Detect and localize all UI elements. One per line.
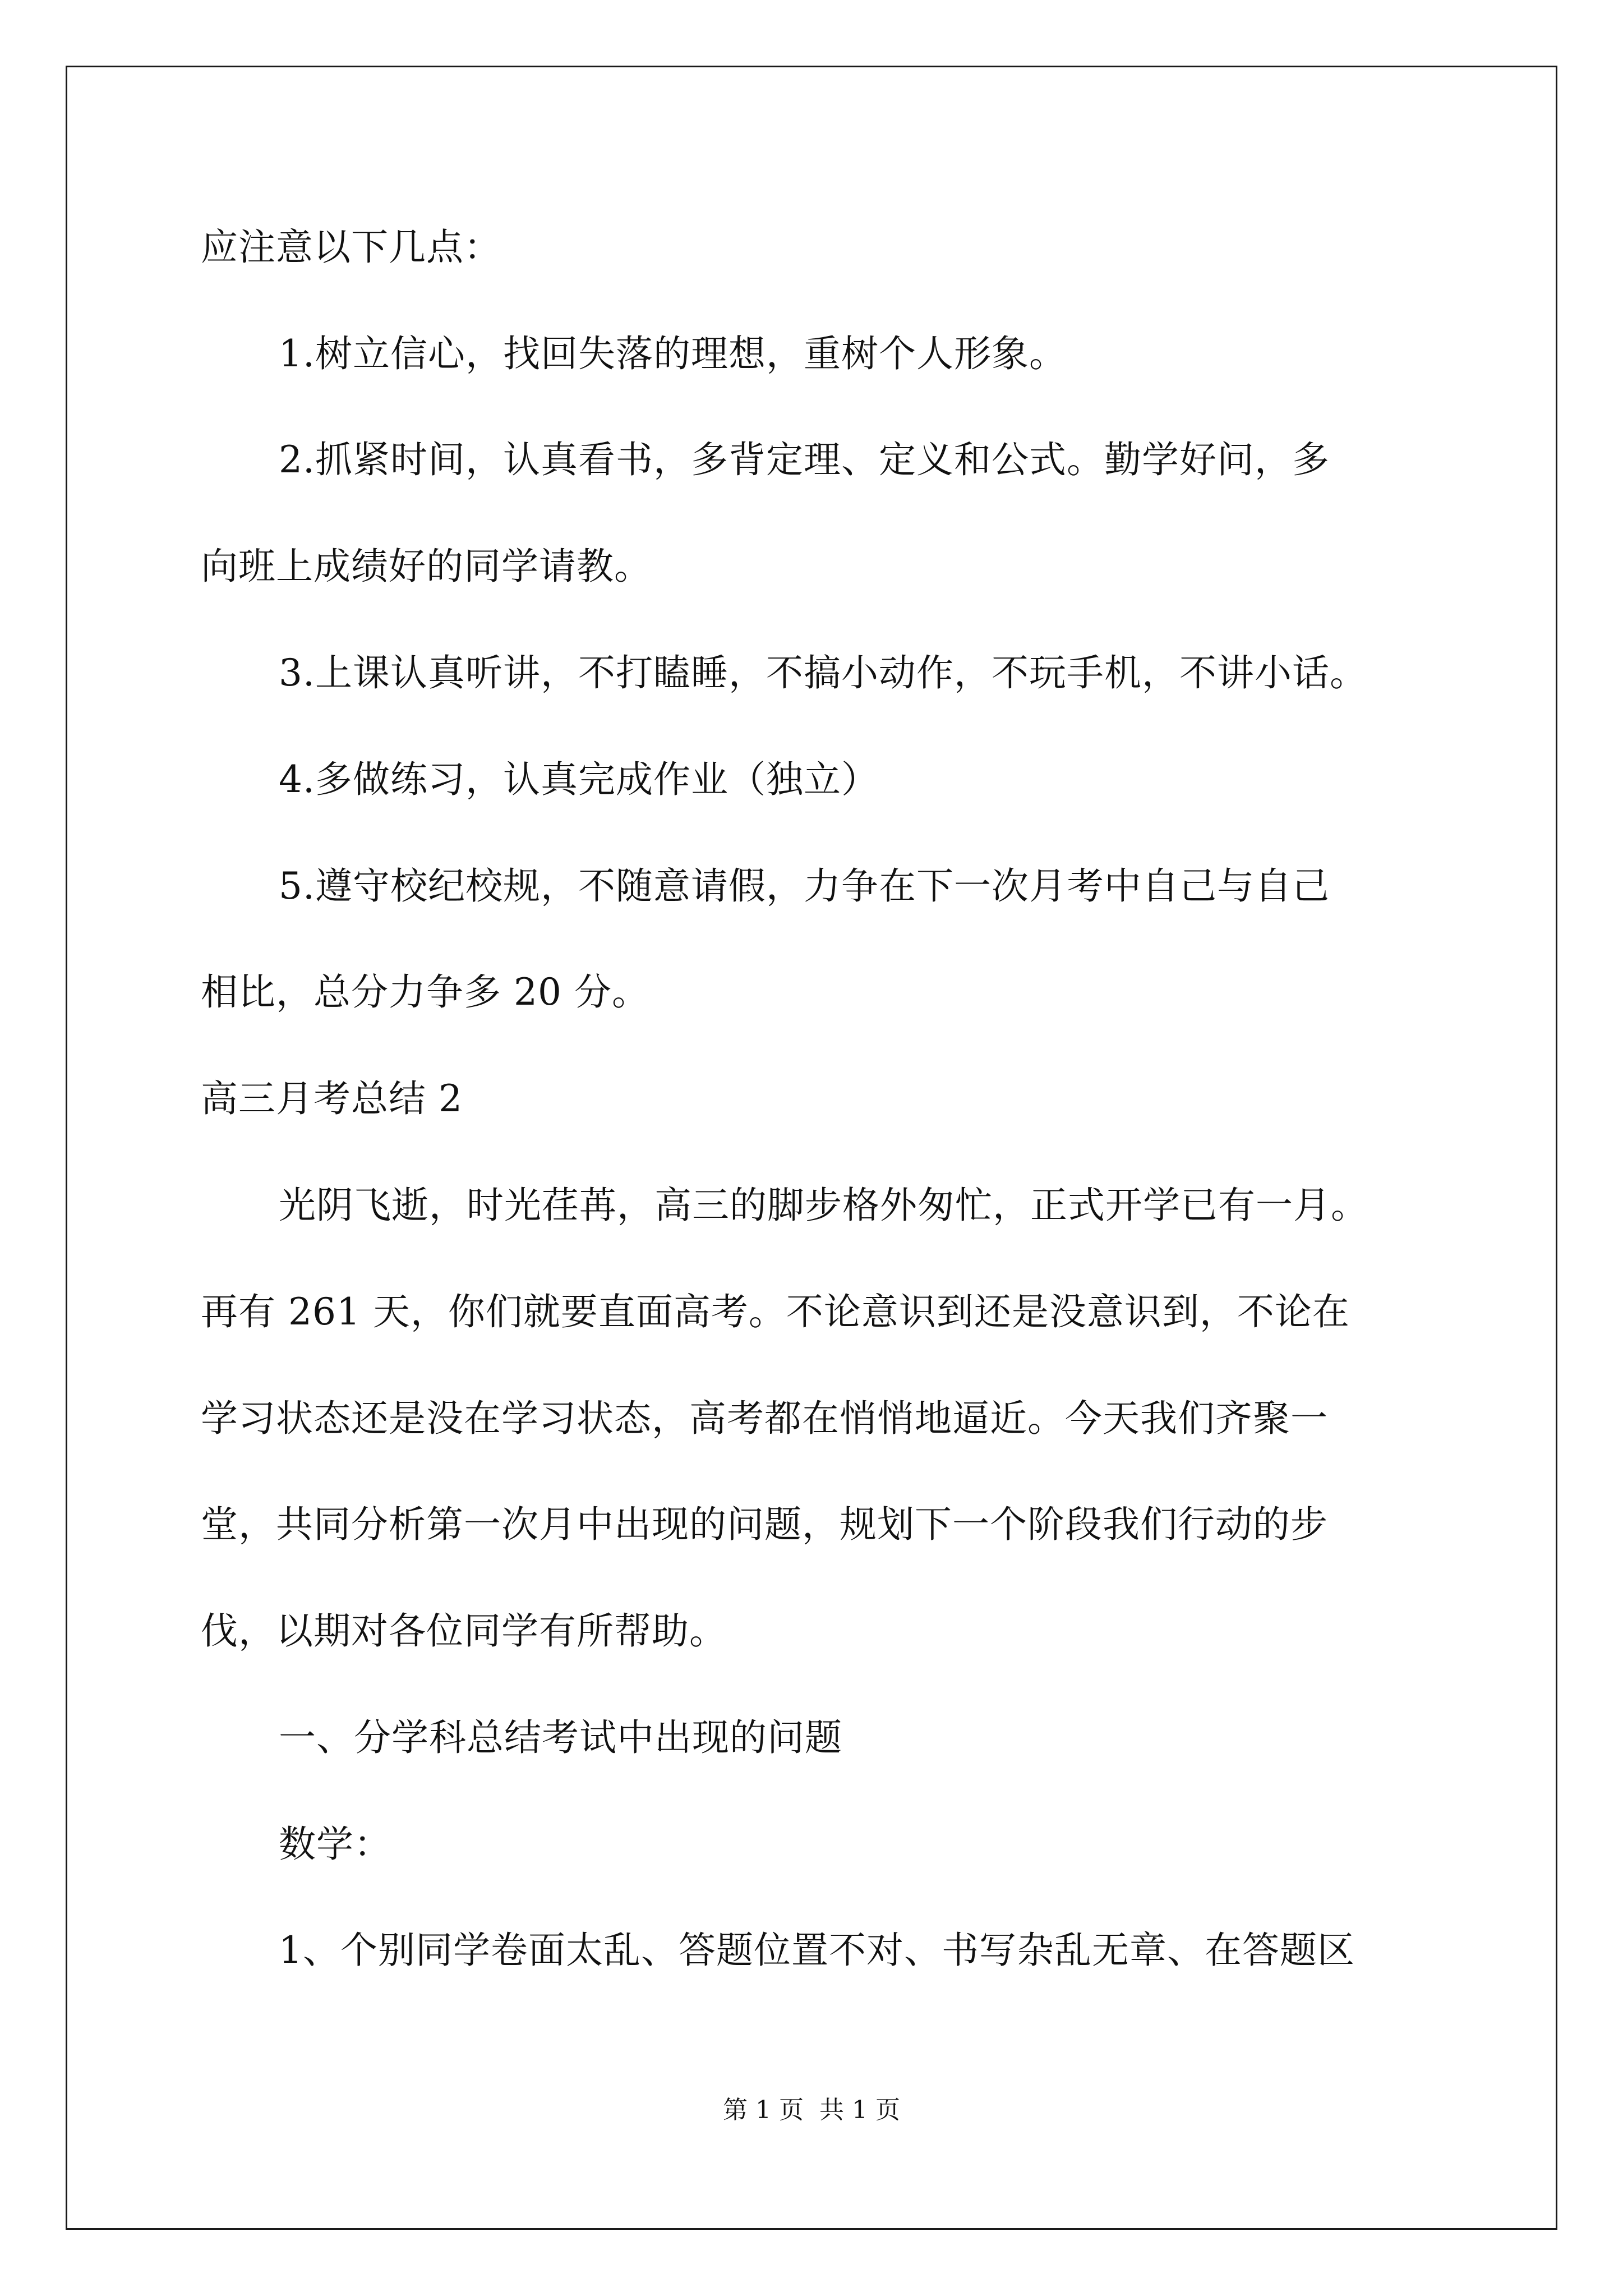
text-line: 2.抓紧时间，认真看书，多背定理、定义和公式。勤学好问，多 bbox=[279, 438, 1330, 481]
subsection-label: 数学： bbox=[279, 1823, 391, 1866]
text-line: 向班上成绩好的同学请教。 bbox=[201, 545, 652, 588]
text-line: 伐，以期对各位同学有所帮助。 bbox=[201, 1609, 727, 1653]
page-number-total: 共 1 页 bbox=[819, 2096, 900, 2124]
page-number-current: 第 1 页 bbox=[723, 2096, 804, 2124]
page-footer bbox=[0, 2093, 1623, 2127]
text-line: 学习状态还是没在学习状态，高考都在悄悄地逼近。今天我们齐聚一 bbox=[201, 1397, 1328, 1440]
subsection-heading: 一、分学科总结考试中出现的问题 bbox=[279, 1716, 842, 1759]
text-line: 堂，共同分析第一次月中出现的问题，规划下一个阶段我们行动的步 bbox=[201, 1503, 1328, 1546]
section-heading: 高三月考总结 2 bbox=[201, 1077, 463, 1120]
text-line: 相比，总分力争多 20 分。 bbox=[201, 970, 649, 1014]
text-line: 光阴飞逝，时光荏苒，高三的脚步格外匆忙，正式开学已有一月。 bbox=[279, 1184, 1368, 1227]
text-line: 应注意以下几点： bbox=[201, 226, 501, 269]
text-line: 1.树立信心，找回失落的理想，重树个人形象。 bbox=[279, 332, 1067, 375]
text-line: 5.遵守校纪校规，不随意请假，力争在下一次月考中自己与自己 bbox=[279, 864, 1330, 908]
text-line: 4.多做练习，认真完成作业（独立） bbox=[279, 758, 879, 801]
text-line: 3.上课认真听讲，不打瞌睡，不搞小动作，不玩手机，不讲小话。 bbox=[279, 651, 1367, 694]
text-line: 再有 261 天，你们就要直面高考。不论意识到还是没意识到，不论在 bbox=[201, 1290, 1350, 1333]
text-line: 1、个别同学卷面太乱、答题位置不对、书写杂乱无章、在答题区 bbox=[279, 1929, 1355, 1972]
page-border bbox=[66, 66, 1557, 2230]
